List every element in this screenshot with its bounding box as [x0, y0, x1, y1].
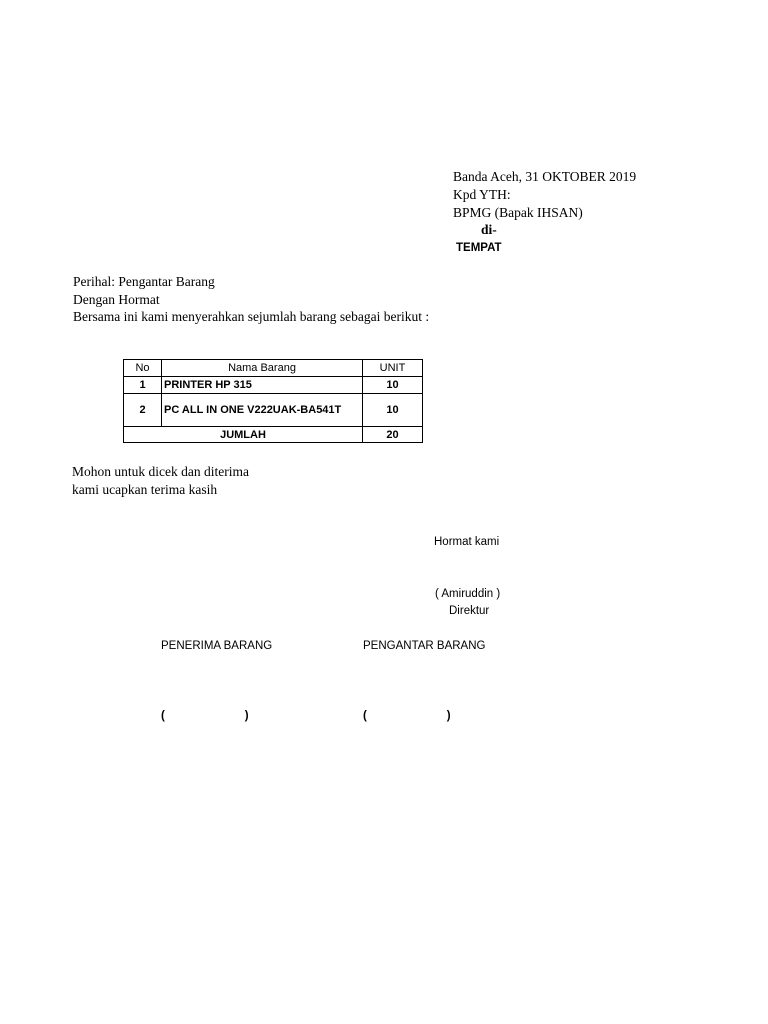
recipient: BPMG (Bapak IHSAN) — [453, 205, 583, 220]
table-row — [124, 377, 423, 394]
regards: Hormat kami — [434, 536, 500, 548]
table-header-row — [124, 360, 423, 377]
tempat-label: TEMPAT — [456, 242, 502, 254]
items-table — [123, 359, 423, 443]
perihal: Perihal: Pengantar Barang — [73, 274, 215, 289]
row-unit: 10 — [363, 394, 423, 427]
receiver-label: PENERIMA BARANG — [161, 640, 273, 652]
sender-label: PENGANTAR BARANG — [363, 640, 486, 652]
salutation: Dengan Hormat — [73, 292, 160, 307]
row-unit: 10 — [363, 377, 423, 394]
header-name: Nama Barang — [162, 360, 363, 377]
signer-name: ( Amiruddin ) — [435, 588, 501, 600]
row-no: 1 — [124, 377, 162, 394]
receiver-signature-line: ( ) — [161, 710, 249, 722]
table-total-row — [124, 427, 423, 443]
row-name: PRINTER HP 315 — [162, 377, 363, 394]
intro-body: Bersama ini kami menyerahkan sejumlah barang sebagai berikut : — [73, 309, 430, 324]
sender-signature-line: ( ) — [363, 710, 451, 722]
row-name: PC ALL IN ONE V222UAK-BA541T — [162, 394, 363, 427]
header-no: No — [124, 360, 162, 377]
header-unit: UNIT — [363, 360, 423, 377]
total-value: 20 — [363, 427, 423, 443]
total-label: JUMLAH — [124, 427, 363, 443]
to-label: Kpd YTH: — [453, 187, 511, 202]
place-date: Banda Aceh, 31 OKTOBER 2019 — [453, 169, 637, 184]
row-no: 2 — [124, 394, 162, 427]
closing-line-1: Mohon untuk dicek dan diterima — [72, 464, 249, 479]
signer-title: Direktur — [449, 605, 490, 617]
di-label: di- — [481, 222, 497, 237]
closing-line-2: kami ucapkan terima kasih — [72, 482, 218, 497]
table-row — [124, 394, 423, 427]
